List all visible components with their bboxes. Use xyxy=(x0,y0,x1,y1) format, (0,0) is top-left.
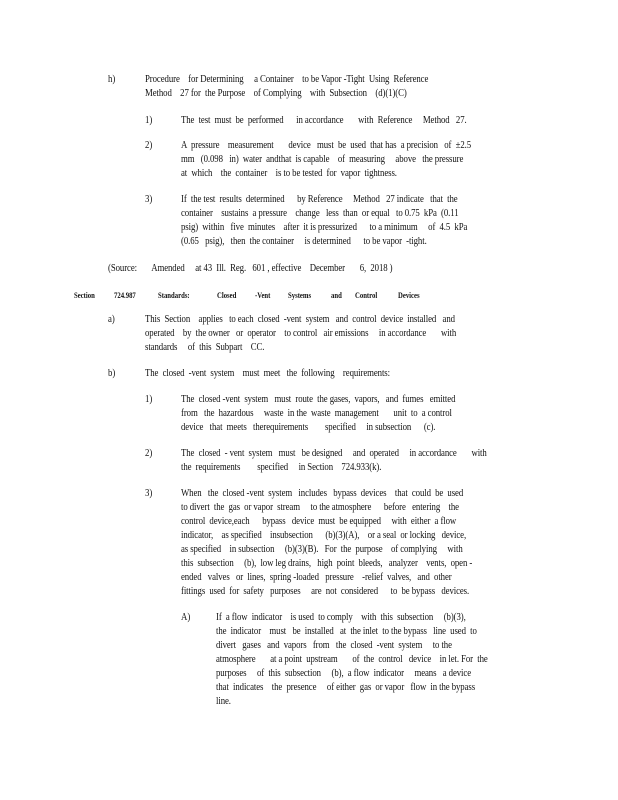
b-sub-A-line-3: divert gases and vapors from the closed -vent system to the xyxy=(216,640,452,651)
b-item-2-line-1: The closed - vent system must be designed and operated in accordance with xyxy=(181,448,487,459)
b-sub-A-line-5: purposes of this subsection (b), a flow indicator means a device xyxy=(216,668,472,679)
h-item-2-line-1: A pressure measurement device must be used that has a precision of ±2.5 xyxy=(181,140,472,151)
b-sub-A-line-7: line. xyxy=(216,696,231,707)
h-item-2-line-3: at which the container is to be tested for vapor tightness. xyxy=(181,168,397,179)
b-item-1-line-1: The closed -vent system must route the gases, vapors, and fumes emitted xyxy=(181,394,456,405)
h-item-3-line-2: container sustains a pressure change less than or equal to 0.75 kPa (0.11 xyxy=(181,208,459,219)
section-title-word-2: Closed xyxy=(217,290,237,300)
section-title-word-6: Control xyxy=(355,290,378,300)
h-item-label-2: 2) xyxy=(145,140,153,151)
b-item-3-line-4: indicator, as specified insubsection (b)(3)(A), or a seal or locking device, xyxy=(181,530,467,541)
b-item-1-line-3: device that meets therequirements specified in subsection (c). xyxy=(181,422,436,433)
b-item-label-3: 3) xyxy=(145,488,153,499)
b-item-label-1: 1) xyxy=(145,394,153,405)
item-label-h: h) xyxy=(108,74,116,85)
b-item-label-2: 2) xyxy=(145,448,153,459)
h-item-label-1: 1) xyxy=(145,115,153,126)
b-line-1: The closed -vent system must meet the following requirements: xyxy=(145,368,390,379)
b-item-2-line-2: the requirements specified in Section 724.933(k). xyxy=(181,462,382,473)
b-item-3-line-7: ended valves or lines, spring -loaded pressure -relief valves, and other xyxy=(181,572,452,583)
b-sub-A-line-2: the indicator must be installed at the inlet to the bypass line used to xyxy=(216,626,477,637)
b-item-3-line-5: as specified in subsection (b)(3)(B). For the purpose of complying with xyxy=(181,544,463,555)
section-number: 724.987 xyxy=(114,290,136,300)
h-item-label-3: 3) xyxy=(145,194,153,205)
h-line-2: Method 27 for the Purpose of Complying with Subsection (d)(1)(C) xyxy=(145,88,407,99)
item-label-a: a) xyxy=(108,314,115,325)
section-title-word-1: Standards: xyxy=(158,290,190,300)
b-item-3-line-8: fittings used for safety purposes are not considered to be bypass devices. xyxy=(181,586,470,597)
b-item-1-line-2: from the hazardous waste in the waste management unit to a control xyxy=(181,408,452,419)
b-item-3-line-3: control device,each bypass device must be equipped with either a flow xyxy=(181,516,457,527)
h-item-1-line-1: The test must be performed in accordance with Reference Method 27. xyxy=(181,115,467,126)
b-sub-A-line-6: that indicates the presence of either gas or vapor flow in the bypass xyxy=(216,682,476,693)
b-item-3-line-2: to divert the gas or vapor stream to the atmosphere before entering the xyxy=(181,502,459,513)
source-note: (Source: Amended at 43 Ill. Reg. 601 , effective December 6, 2018 ) xyxy=(108,263,393,274)
b-item-3-line-6: this subsection (b), low leg drains, high point bleeds, analyzer vents, open - xyxy=(181,558,473,569)
section-title-word-5: and xyxy=(331,290,342,300)
item-label-b: b) xyxy=(108,368,116,379)
h-item-3-line-3: psig) within five minutes after it is pressurized to a minimum of 4.5 kPa xyxy=(181,222,468,233)
h-item-3-line-4: (0.65 psig), then the container is determined to be vapor -tight. xyxy=(181,236,427,247)
h-line-1: Procedure for Determining a Container to be Vapor -Tight Using Reference xyxy=(145,74,429,85)
b-item-3-line-1: When the closed -vent system includes bypass devices that could be used xyxy=(181,488,464,499)
h-item-3-line-1: If the test results determined by Reference Method 27 indicate that the xyxy=(181,194,458,205)
a-line-2: operated by the owner or operator to control air emissions in accordance with xyxy=(145,328,457,339)
section-title-word-4: Systems xyxy=(288,290,312,300)
b-sub-A-line-4: atmosphere at a point upstream of the control device in let. For the xyxy=(216,654,488,665)
h-item-2-line-2: mm (0.098 in) water andthat is capable of measuring above the pressure xyxy=(181,154,464,165)
section-word: Section xyxy=(74,290,95,300)
section-title-word-7: Devices xyxy=(398,290,420,300)
section-title-word-3: -Vent xyxy=(255,290,271,300)
b-sub-A-line-1: If a flow indicator is used to comply with this subsection (b)(3), xyxy=(216,612,466,623)
b-sub-label-A: A) xyxy=(181,612,191,623)
a-line-3: standards of this Subpart CC. xyxy=(145,342,265,353)
a-line-1: This Section applies to each closed -vent system and control device installed and xyxy=(145,314,455,325)
